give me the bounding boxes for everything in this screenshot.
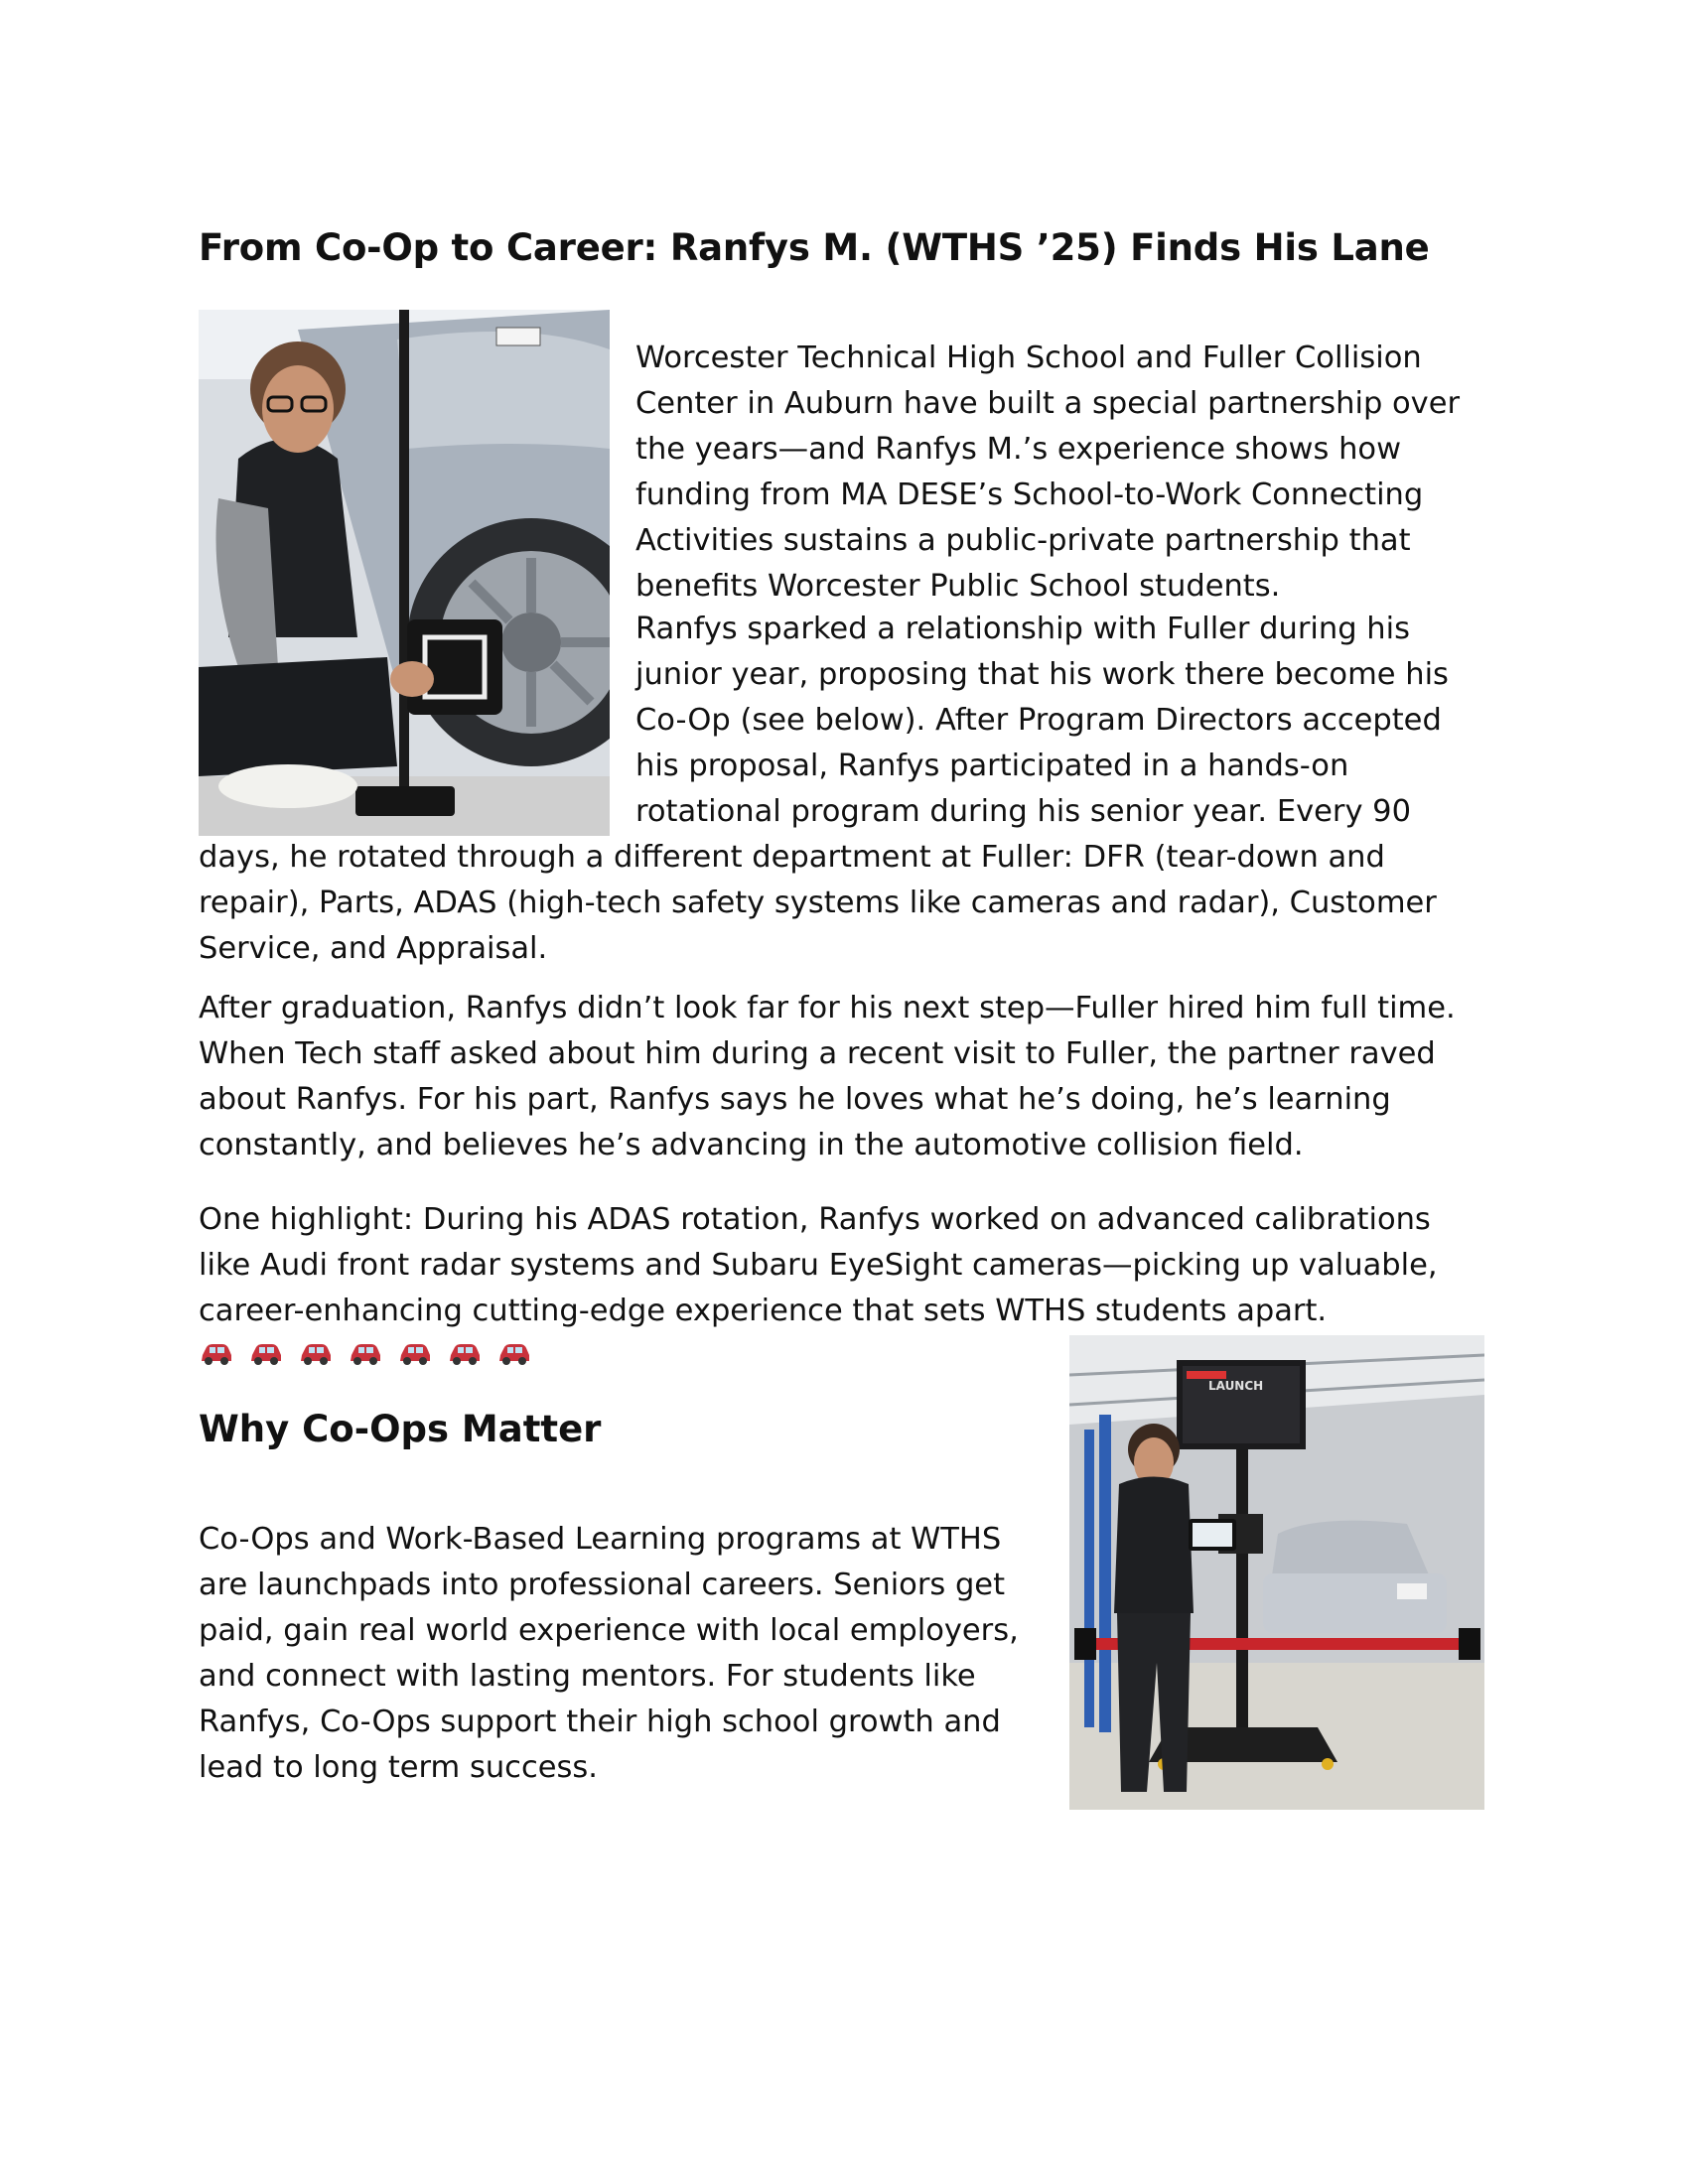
paragraph-hired: After graduation, Ranfys didn’t look far for his next step—Fuller hired him full time. When Tech staff asked about him during a recent visit to Fuller, the partner raved about Ranfys. For his part, Ranfys says he loves what he’s doing, he’s learning constantly, and believes he’s advancing in the automotive collision field. [199,990,1456,1162]
screen-launch-text: LAUNCH [1208,1379,1264,1393]
car-icon [248,1339,284,1367]
paragraph-rotation [199,607,1485,972]
paragraph-highlight: One highlight: During his ADAS rotation, Ranfys worked on advanced calibrations like Audi front radar systems and Subaru EyeSight cameras—picking up valuable, career-enhancing cutting-edge experience that sets WTHS students apart. [199,1201,1438,1328]
section-title: Why Co-Ops Matter [199,1408,602,1450]
paragraph-rotation-text: Ranfys sparked a relationship with Fuller during his junior year, proposing that his work there become his Co-Op (see below). After Program Directors accepted his proposal, Ranfys participated in a hands-on rotational program during his senior year. Every 90 days, he rotated through a different department at Fuller: DFR (tear-down and repair), Parts, ADAS (high-tech safety systems like cameras and radar), Customer Service, and Appraisal. [199,612,1449,966]
car-icon [199,1339,234,1367]
car-icon [397,1339,433,1367]
car-icon [447,1339,483,1367]
paragraph-why-coops: Co-Ops and Work-Based Learning programs at WTHS are launchpads into professional careers. Seniors get paid, gain real world experience with local employers, and connect with lasting mentors. For students like Ranfys, Co-Ops support their high school growth and lead to long term success. [199,1521,1019,1785]
car-icon [298,1339,334,1367]
car-icon [348,1339,383,1367]
car-icon [496,1339,532,1367]
article-title: From Co-Op to Career: Ranfys M. (WTHS ’25) Finds His Lane [199,226,1430,269]
photo-wrap-space [199,607,635,835]
paragraph-partnership: Worcester Technical High School and Fuller Collision Center in Auburn have built a special partnership over the years—and Ranfys M.’s experience shows how funding from MA DESE’s School-to-Work Connecting Activities sustains a public-private partnership that benefits Worcester Public School students. [635,340,1461,604]
car-icon-divider [199,1339,532,1367]
photo-student-adas-frame [1069,1335,1484,1810]
